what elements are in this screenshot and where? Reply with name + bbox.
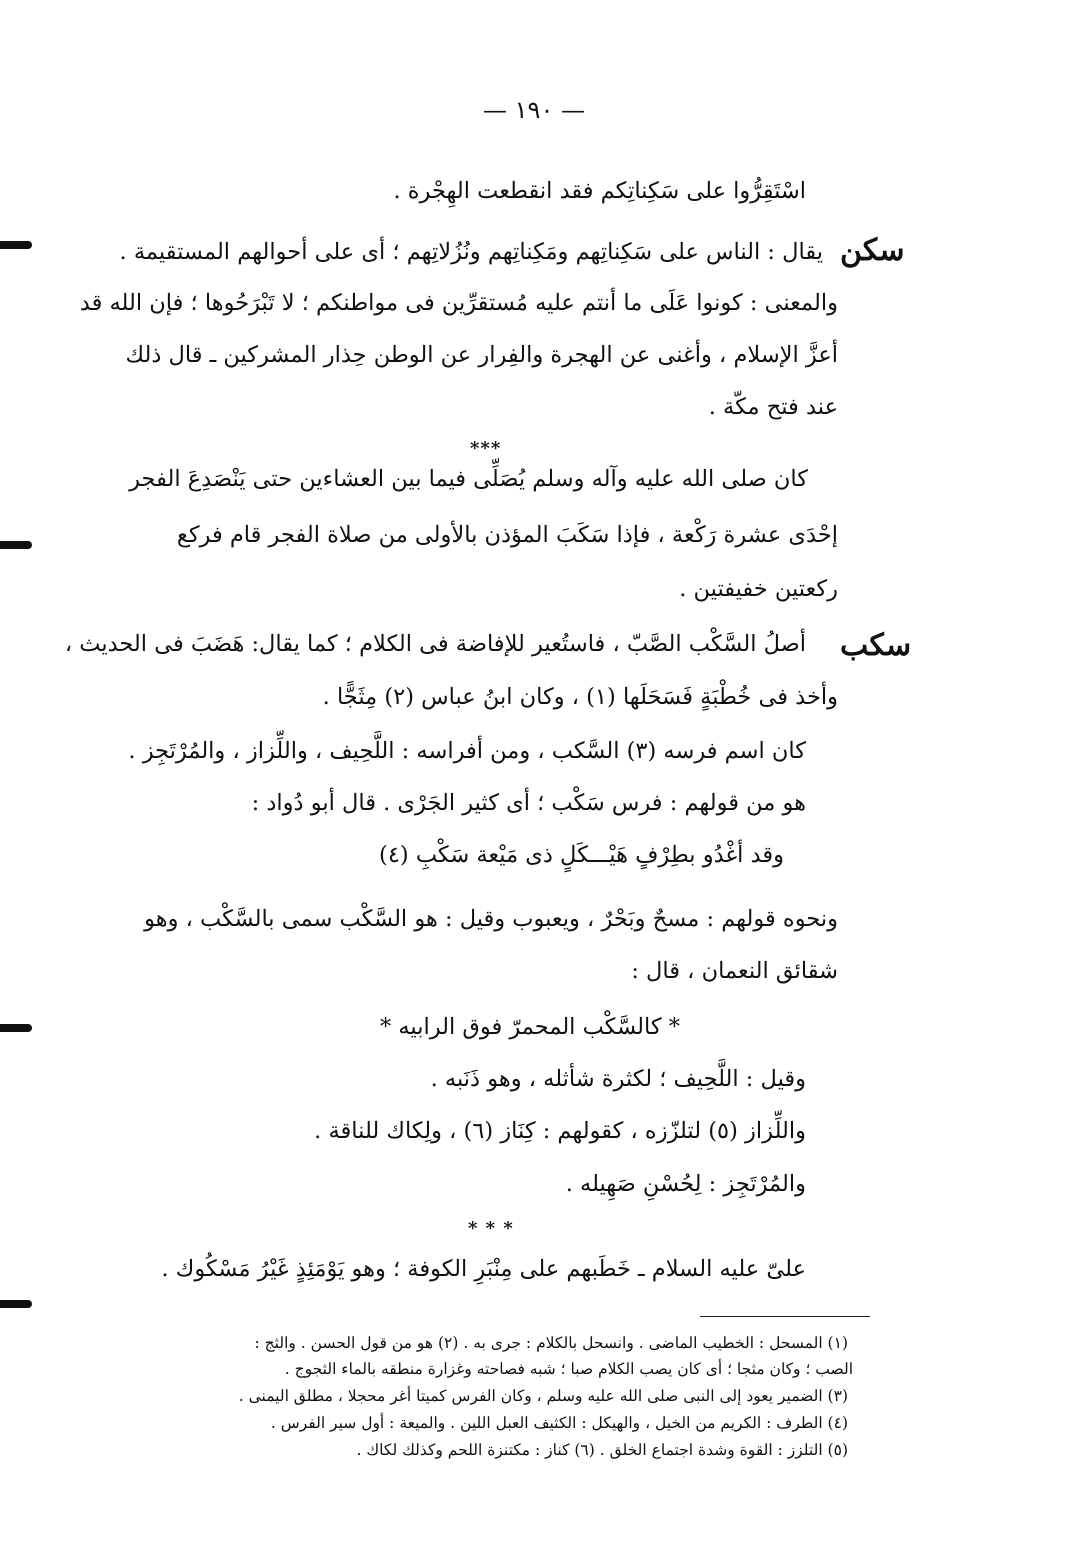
margin-marker	[0, 241, 32, 249]
footnote-line: (١) المسحل : الخطيب الماضى . وانسحل بالكلام : جرى به . (٢) هو من قول الحسن . والثج :	[254, 1334, 848, 1352]
text-line: وقيل : اللَّحِيف ؛ لكثرة شأثله ، وهو ذَنَبه .	[430, 1066, 806, 1092]
section-separator: * * *	[468, 1218, 514, 1239]
footnote-rule	[700, 1316, 870, 1317]
text-line: وأخذ فى خُطْبَةٍ فَسَحَلَها (١) ، وكان ابنُ عباس (٢) مِثَجًّا .	[322, 684, 838, 710]
page-number: — ١٩٠ —	[483, 96, 585, 124]
text-line: يقال : الناس على سَكِناتِهم ومَكِناتِهم ونُزُلاتِهم ؛ أى على أحوالهم المستقيمة .	[119, 239, 823, 265]
text-line: ركعتين خفيفتين .	[679, 576, 838, 602]
margin-marker	[0, 1024, 32, 1032]
footnote-line: (٣) الضمير يعود إلى النبى صلى الله عليه وسلم ، وكان الفرس كميتا أغر محجلا ، مطلق اليمنى .	[238, 1387, 848, 1405]
text-line: والمُرْتَجِز : لِحُسْنِ صَهِيله .	[565, 1171, 806, 1197]
text-line: إحْدَى عشرة رَكْعة ، فإذا سَكَبَ المؤذن بالأولى من صلاة الفجر قام فركع	[176, 522, 838, 548]
text-line: كان صلى الله عليه وآله وسلم يُصَلِّى فيما بين العشاءين حتى يَنْصَدِعَ الفجر	[129, 466, 808, 492]
footnote-line: الصب ؛ وكان مثجا ؛ أى كان يصب الكلام صبا ؛ شبه فصاحته وغزارة منطقه بالماء الثجوج .	[284, 1360, 853, 1378]
text-line: والمعنى : كونوا عَلَى ما أنتم عليه مُستقرِّين فى مواطنكم ؛ لا تَبْرَحُوها ؛ فإن الله قد	[79, 290, 838, 316]
root-word-sakab: سكب	[840, 628, 912, 663]
poetry-verse: * كالسَّكْب المحمرّ فوق الرابيه *	[379, 1014, 680, 1040]
section-separator: ***	[470, 438, 502, 459]
text-line: اسْتَقِرُّوا على سَكِناتِكم فقد انقطعت الهِجْرة .	[393, 178, 806, 204]
footnote-line: (٥) التلزز : القوة وشدة اجتماع الخلق . (٦) كناز : مكتنزة اللحم وكذلك لكاك .	[356, 1441, 848, 1459]
poetry-verse: وقد أغْدُو بطِرْفٍ هَيْـــكَلٍ ذى مَيْعة سَكْبِ (٤)	[379, 842, 784, 868]
text-line: واللِّزاز (٥) لتلزّزه ، كقولهم : كِنَاز (٦) ، ولِكاك للناقة .	[314, 1118, 806, 1144]
footnote-line: (٤) الطرف : الكريم من الخيل ، والهيكل : الكثيف العبل اللين . والميعة : أول سير الفرس .	[270, 1414, 848, 1432]
text-line: أعزَّ الإسلام ، وأغنى عن الهجرة والفِرار عن الوطن حِذار المشركين ـ قال ذلك	[125, 342, 838, 368]
text-line: علىّ عليه السلام ـ خَطَبهم على مِنْبَرِ الكوفة ؛ وهو يَوْمَئِذٍ غَيْرُ مَسْكُوك .	[161, 1256, 806, 1282]
text-line: كان اسم فرسه (٣) السَّكب ، ومن أفراسه : اللَّحِيف ، واللِّزاز ، والمُرْتَجِز .	[128, 738, 806, 764]
text-line: شقائق النعمان ، قال :	[631, 958, 838, 984]
text-line: أصلُ السَّكْب الصَّبّ ، فاستُعير للإفاضة فى الكلام ؛ كما يقال: هَضَبَ فى الحديث ،	[64, 631, 806, 657]
margin-marker	[0, 1300, 32, 1308]
text-line: عند فتح مكّة .	[708, 394, 838, 420]
text-line: هو من قولهم : فرس سَكْب ؛ أى كثير الجَرْى . قال أبو دُواد :	[251, 790, 806, 816]
margin-marker	[0, 541, 32, 549]
text-line: ونحوه قولهم : مسحٌ وبَحْرٌ ، ويعبوب وقيل : هو السَّكْب سمى بالسَّكْب ، وهو	[144, 906, 838, 932]
root-word-sakan: سكن	[840, 233, 905, 268]
